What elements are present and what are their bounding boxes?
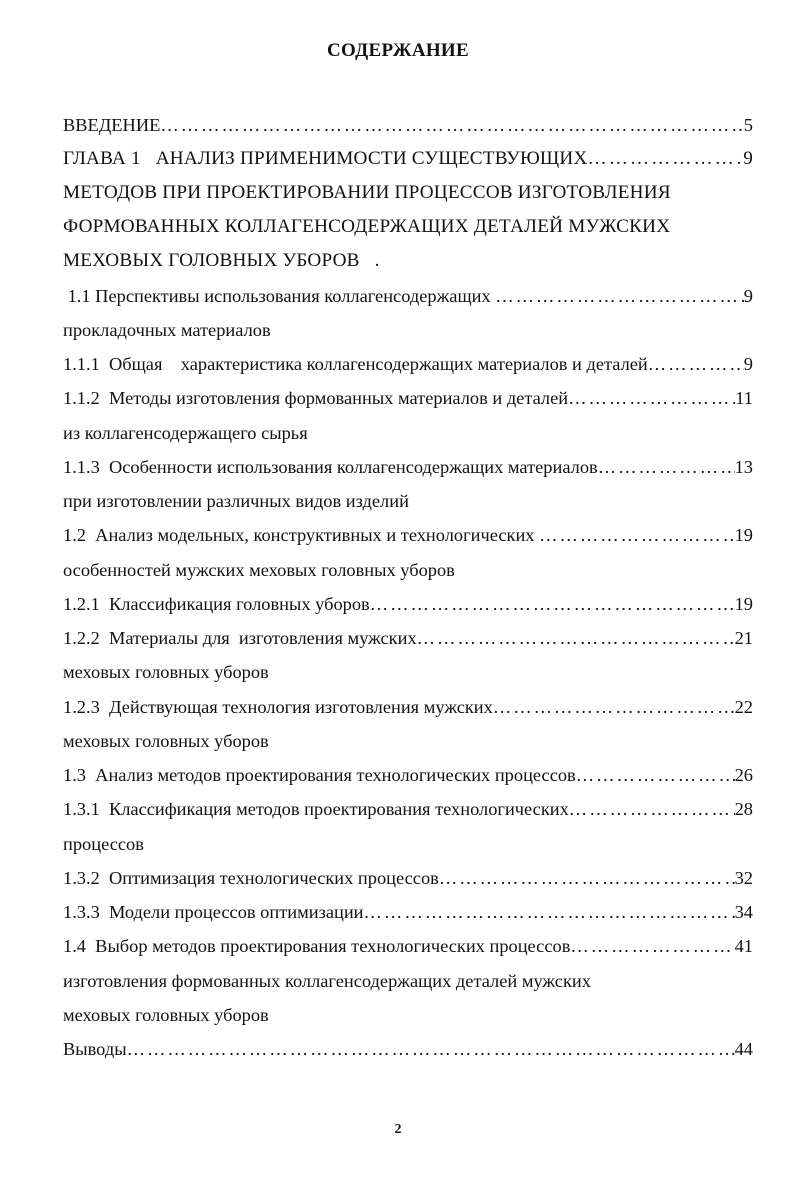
page-ref: 19 xyxy=(734,594,753,614)
toc-line: 1.4 Выбор методов проектирования технологических процессов ……………………………………………………………………………………………………………………………………………………… 41 xyxy=(63,932,753,960)
page-ref: 5 xyxy=(743,115,753,135)
toc-line: 1.3.3 Модели процессов оптимизации ……………………………………………………………………………………………………………………………………………………… 34 xyxy=(63,898,753,926)
page-number: 2 xyxy=(394,1122,402,1137)
page-ref: 13 xyxy=(734,457,753,477)
page-ref: 34 xyxy=(734,902,753,922)
toc-line: 1.3.2 Оптимизация технологических процессов ……………………………………………………………………………………………………………………………………………………… 32 xyxy=(63,864,753,892)
page-ref: 22 xyxy=(734,697,753,717)
toc-line: ФОРМОВАННЫХ КОЛЛАГЕНСОДЕРЖАЩИХ ДЕТАЛЕЙ МУЖСКИХ xyxy=(63,216,671,237)
toc-line: 1.1.2 Методы изготовления формованных материалов и деталей ……………………………………………………………………………………………………………………………………………………… 11 xyxy=(63,384,753,412)
toc-line: меховых головных уборов xyxy=(63,1005,269,1025)
toc-line: 1.3.1 Классификация методов проектирования технологических ……………………………………………………………………………………………………………………………………………………… 28 xyxy=(63,795,753,823)
toc-line: изготовления формованных коллагенсодержащих деталей мужских xyxy=(63,971,591,991)
page-ref: 9 xyxy=(743,286,753,306)
page-ref: 9 xyxy=(743,148,753,169)
page-ref: 26 xyxy=(734,765,753,785)
page-ref: 21 xyxy=(734,628,753,648)
toc-line: ГЛАВА 1 АНАЛИЗ ПРИМЕНИМОСТИ СУЩЕСТВУЮЩИХ ……………………………………………………………………………………………………………………………………………………… 9 xyxy=(63,145,753,173)
toc-line: 1.1 Перспективы использования коллагенсодержащих ……………………………………………………………………………………………………………………………………………………… 9 xyxy=(63,282,753,310)
page-ref: 9 xyxy=(743,354,753,374)
page-ref: 28 xyxy=(734,799,753,819)
toc-line: особенностей мужских меховых головных уборов xyxy=(63,560,455,580)
toc-line: при изготовлении различных видов изделий xyxy=(63,491,409,511)
toc-line: 1.1.3 Особенности использования коллагенсодержащих материалов ……………………………………………………………………………………………………………………………………………………… 13 xyxy=(63,453,753,481)
toc-line: ВВЕДЕНИЕ ……………………………………………………………………………………………………………………………………………………… 5 xyxy=(63,111,753,139)
page-ref: 44 xyxy=(734,1039,753,1059)
toc-line: 1.2 Анализ модельных, конструктивных и технологических ……………………………………………………………………………………………………………………………………………………… 19 xyxy=(63,521,753,549)
toc-line: 1.1.1 Общая характеристика коллагенсодержащих материалов и деталей ……………………………………………………………………………………………………………………………………………………… 9 xyxy=(63,350,753,378)
page-ref: 41 xyxy=(734,936,753,956)
toc-line: 1.2.1 Классификация головных уборов ……………………………………………………………………………………………………………………………………………………… 19 xyxy=(63,590,753,618)
toc-line: меховых головных уборов xyxy=(63,662,269,682)
toc-line: 1.2.3 Действующая технология изготовления мужских ……………………………………………………………………………………………………………………………………………………… 22 xyxy=(63,693,753,721)
page-ref: 19 xyxy=(734,525,753,545)
page-ref: 32 xyxy=(734,868,753,888)
toc-line: 1.2.2 Материалы для изготовления мужских ……………………………………………………………………………………………………………………………………………………… 21 xyxy=(63,624,753,652)
page-ref: 11 xyxy=(735,388,753,408)
toc-line: из коллагенсодержащего сырья xyxy=(63,423,308,443)
toc-line: прокладочных материалов xyxy=(63,320,271,340)
toc-line: МЕХОВЫХ ГОЛОВНЫХ УБОРОВ . xyxy=(63,250,380,271)
toc-line: процессов xyxy=(63,834,144,854)
page-title: СОДЕРЖАНИЕ xyxy=(327,40,469,61)
toc-line: меховых головных уборов xyxy=(63,731,269,751)
toc-line: Выводы ……………………………………………………………………………………………………………………………………………………… 44 xyxy=(63,1035,753,1063)
toc-line: МЕТОДОВ ПРИ ПРОЕКТИРОВАНИИ ПРОЦЕССОВ ИЗГОТОВЛЕНИЯ xyxy=(63,182,671,203)
toc-line: 1.3 Анализ методов проектирования технологических процессов ……………………………………………………………………………………………………………………………………………………… 26 xyxy=(63,761,753,789)
